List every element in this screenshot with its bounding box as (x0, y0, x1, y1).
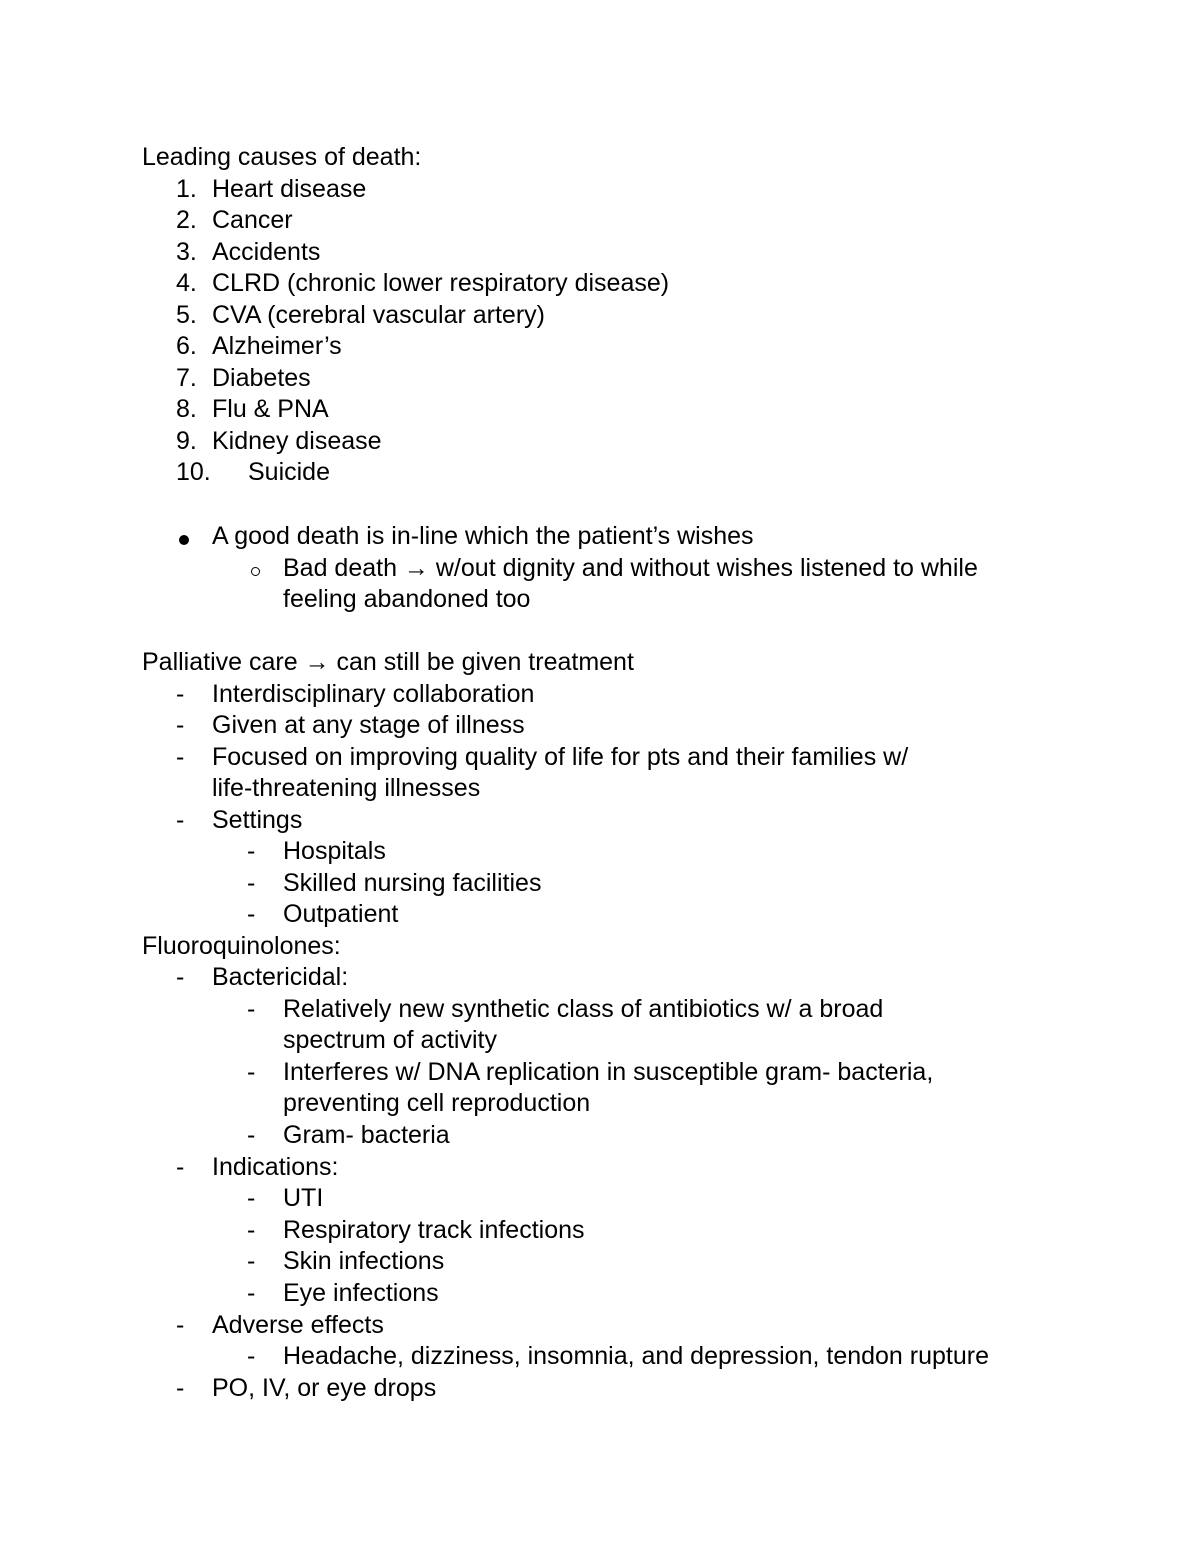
list-number: 3. (176, 238, 197, 266)
sub-list-item: Interferes w/ DNA replication in susceptible gram- bacteria, (283, 1058, 934, 1086)
list-item: Interdisciplinary collaboration (212, 680, 535, 708)
dash-marker: - (247, 1216, 256, 1244)
sub-bullet-item: Bad death → w/out dignity and without wishes listened to while (283, 554, 978, 582)
dash-marker: - (247, 1184, 256, 1212)
dash-marker: - (247, 1058, 256, 1086)
list-item: CLRD (chronic lower respiratory disease) (212, 269, 670, 297)
list-number: 7. (176, 364, 197, 392)
dash-marker: - (176, 806, 185, 834)
sub-list-item: UTI (283, 1184, 324, 1212)
list-item: Kidney disease (212, 427, 382, 455)
list-item: Adverse effects (212, 1311, 384, 1339)
bullet-item: A good death is in-line which the patient’s wishes (212, 522, 754, 550)
list-number: 10. (176, 458, 211, 486)
list-item: Alzheimer’s (212, 332, 342, 360)
dash-marker: - (176, 963, 185, 991)
sub-list-item: Skilled nursing facilities (283, 869, 542, 897)
dash-marker: - (176, 1374, 185, 1402)
list-number: 5. (176, 301, 197, 329)
sub-list-item: Respiratory track infections (283, 1216, 585, 1244)
list-number: 9. (176, 427, 197, 455)
list-number: 1. (176, 175, 197, 203)
leading-causes-heading: Leading causes of death: (142, 143, 422, 171)
list-item: Cancer (212, 206, 293, 234)
sub-list-item-continued: preventing cell reproduction (283, 1089, 591, 1117)
dash-marker: - (176, 711, 185, 739)
bullet-ring-icon (251, 567, 260, 576)
dash-marker: - (247, 837, 256, 865)
sub-list-item: Skin infections (283, 1247, 445, 1275)
dash-marker: - (247, 869, 256, 897)
sub-bullet-item-continued: feeling abandoned too (283, 585, 531, 613)
list-item: PO, IV, or eye drops (212, 1374, 437, 1402)
list-item: Suicide (248, 458, 330, 486)
sub-list-item-continued: spectrum of activity (283, 1026, 497, 1054)
list-item-continued: life-threatening illnesses (212, 774, 481, 802)
list-item: Given at any stage of illness (212, 711, 525, 739)
dash-marker: - (247, 1247, 256, 1275)
fluoroquinolones-heading: Fluoroquinolones: (142, 932, 341, 960)
list-number: 6. (176, 332, 197, 360)
dash-marker: - (247, 1342, 256, 1370)
list-number: 4. (176, 269, 197, 297)
sub-list-item: Hospitals (283, 837, 386, 865)
sub-list-item: Relatively new synthetic class of antibiotics w/ a broad (283, 995, 884, 1023)
dash-marker: - (176, 1153, 185, 1181)
sub-list-item: Gram- bacteria (283, 1121, 450, 1149)
dash-marker: - (247, 1121, 256, 1149)
sub-list-item: Headache, dizziness, insomnia, and depression, tendon rupture (283, 1342, 989, 1370)
palliative-heading: Palliative care → can still be given treatment (142, 648, 634, 676)
list-number: 8. (176, 395, 197, 423)
sub-list-item: Outpatient (283, 900, 399, 928)
bullet-dot-icon (179, 535, 189, 545)
list-item: Heart disease (212, 175, 367, 203)
list-number: 2. (176, 206, 197, 234)
dash-marker: - (247, 995, 256, 1023)
sub-list-item: Eye infections (283, 1279, 439, 1307)
dash-marker: - (176, 680, 185, 708)
dash-marker: - (247, 1279, 256, 1307)
list-item: Diabetes (212, 364, 311, 392)
list-item: Focused on improving quality of life for pts and their families w/ (212, 743, 909, 771)
list-item: Accidents (212, 238, 321, 266)
list-item: CVA (cerebral vascular artery) (212, 301, 545, 329)
list-item: Bactericidal: (212, 963, 349, 991)
list-item: Indications: (212, 1153, 339, 1181)
dash-marker: - (247, 900, 256, 928)
list-item: Settings (212, 806, 303, 834)
dash-marker: - (176, 1311, 185, 1339)
dash-marker: - (176, 743, 185, 771)
list-item: Flu & PNA (212, 395, 329, 423)
